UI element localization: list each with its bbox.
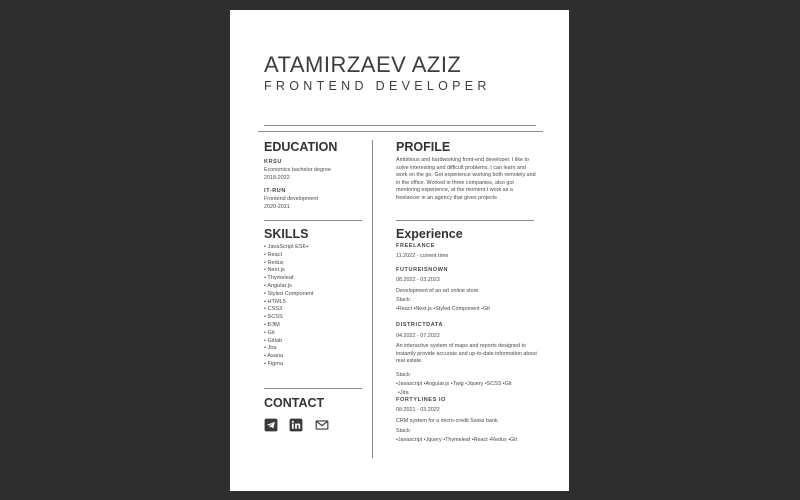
skill-item: • Git: [264, 330, 314, 338]
skill-item: • Asana: [264, 353, 314, 361]
job-company: DISTRICTDATA: [396, 322, 444, 328]
job-company: FREELANCE: [396, 243, 436, 249]
job-period: 08.2021 - 03.2022: [396, 407, 440, 413]
skill-item: • Jira: [264, 345, 314, 353]
linkedin-icon[interactable]: [289, 418, 303, 432]
skill-item: • Styled Component: [264, 291, 314, 299]
job-stack: •Jira: [398, 390, 409, 396]
job-period: 11.2022 - current time: [396, 253, 449, 259]
education-program: Economics bachelor degree: [264, 167, 331, 173]
job-company: FORTYLINES IO: [396, 397, 446, 403]
skills-divider: [264, 388, 362, 389]
job-company: FUTUREISNOWN: [396, 267, 449, 273]
job-description: An interactive system of maps and reports designed to instantly provide accurate and up-to-date information about real estate.: [396, 343, 537, 365]
job-stack: •Javascript •Angular.js •Twig •Jquery •SCSS •Git: [396, 381, 512, 387]
column-divider: [372, 140, 373, 458]
profile-heading: PROFILE: [396, 140, 451, 154]
education-years: 2018-2022: [264, 175, 290, 181]
skills-list: [264, 244, 314, 369]
education-school: KRSU: [264, 159, 282, 165]
header-divider-top: [264, 125, 536, 126]
skill-item: • SCSS: [264, 314, 314, 322]
job-stack-label: Stack:: [396, 372, 411, 378]
education-years: 2020-2021: [264, 204, 290, 210]
candidate-name: ATAMIRZAEV AZIZ: [264, 52, 462, 77]
job-period: 08.2022 - 03.2023: [396, 277, 440, 283]
job-stack-label: Stack:: [396, 297, 411, 303]
resume-page: [230, 10, 569, 491]
candidate-role: FRONTEND DEVELOPER: [264, 79, 491, 93]
job-period: 04.2022 - 07.2022: [396, 333, 440, 339]
skill-item: • Thymeleaf: [264, 275, 314, 283]
skill-item: • Figma: [264, 361, 314, 369]
skills-heading: SKILLS: [264, 227, 309, 241]
profile-text: Ambitious and hardworking front-end developer. I like to solve interesting and difficult problems. I can learn and work on the go. Got experience working both remotely and in the office. Worked in three companies, also got mentoring experience, at the moment I work as a freelancer in an agency that gives projects: [396, 157, 536, 201]
skill-item: • HTML5: [264, 299, 314, 307]
experience-heading: Experience: [396, 227, 463, 241]
job-description: CRM system for a micro-credit Swiss bank.: [396, 418, 500, 424]
education-school: IT-RUN: [264, 188, 286, 194]
contact-heading: CONTACT: [264, 396, 325, 410]
telegram-icon[interactable]: [264, 418, 278, 432]
job-stack: •Javascript •Jquery •Thymeleaf •React •Redux •Git: [396, 437, 517, 443]
mail-icon[interactable]: [315, 418, 329, 432]
job-description: Development of an art online store: [396, 288, 479, 294]
education-program: Frontend development: [264, 196, 318, 202]
header-divider-bottom: [258, 131, 543, 132]
job-stack-label: Stack:: [396, 428, 411, 434]
skill-item: • БЭМ: [264, 322, 314, 330]
skill-item: • React: [264, 252, 314, 260]
skill-item: • Angular.js: [264, 283, 314, 291]
skill-item: • Redux: [264, 260, 314, 268]
skill-item: • Next.js: [264, 267, 314, 275]
education-divider: [264, 220, 362, 221]
profile-divider: [396, 220, 534, 221]
job-stack: •React •Next.js •Styled Component •Git: [396, 306, 490, 312]
skill-item: • CSS3: [264, 306, 314, 314]
skill-item: • Gitlab: [264, 338, 314, 346]
skill-item: • JavaScript ES6+: [264, 244, 314, 252]
education-heading: EDUCATION: [264, 140, 338, 154]
